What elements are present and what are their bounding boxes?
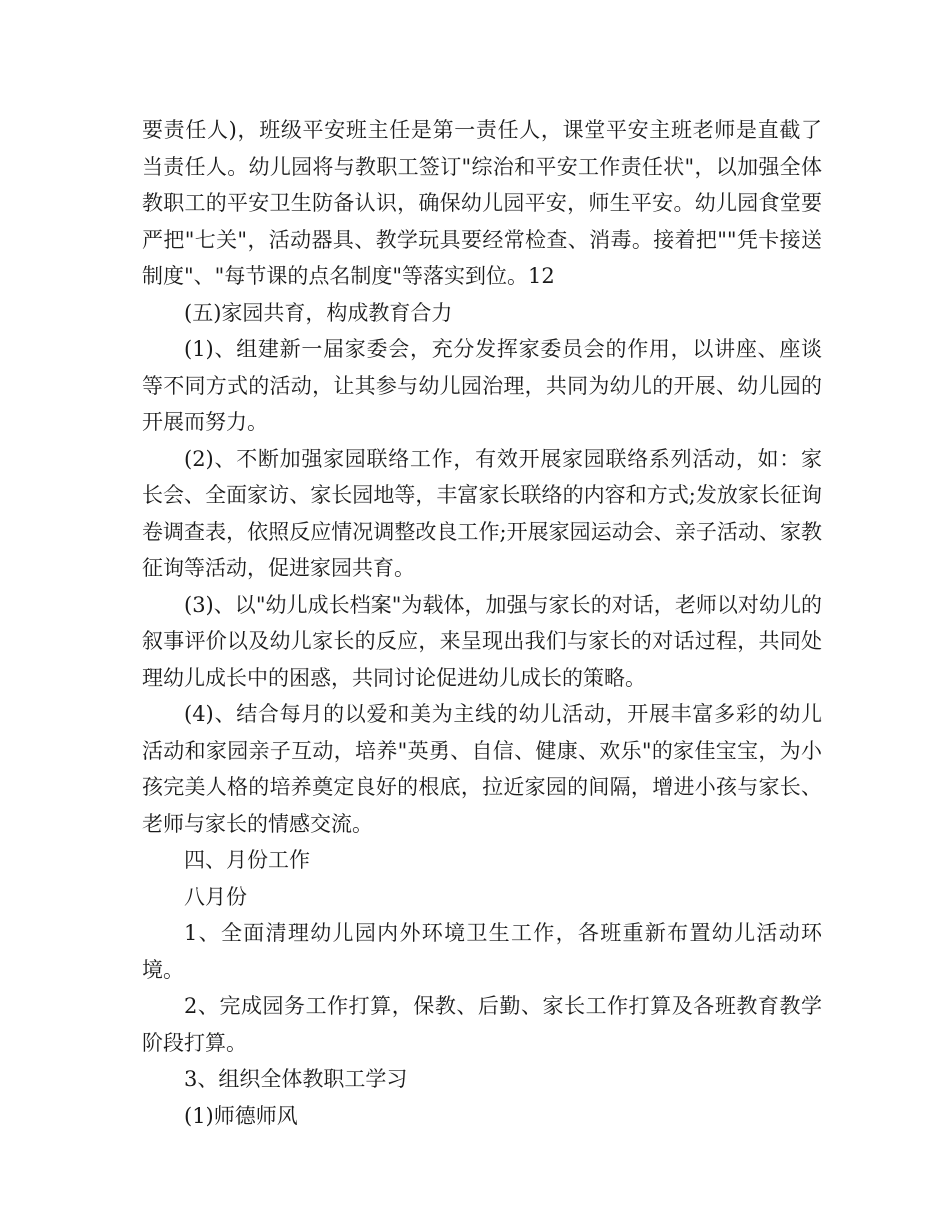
list-item-1: 1、全面清理幼儿园内外环境卫生工作，各班重新布置幼儿活动环境。 <box>142 921 822 982</box>
sub-item-1: (1)师德师风 <box>184 1103 298 1128</box>
paragraph-item-4: (4)、结合每月的以爱和美为主线的幼儿活动，开展丰富多彩的幼儿活动和家园亲子互动，培养"英勇、自信、健康、欢乐"的家佳宝宝，为小孩完美人格的培养奠定良好的根底，拉近家园的间隔，增进小孩与家长、老师与家长的情感交流。 <box>142 702 822 836</box>
paragraph-item-1: (1)、组建新一届家委会，充分发挥家委员会的作用，以讲座、座谈等不同方式的活动，让其参与幼儿园治理，共同为幼儿的开展、幼儿园的开展而努力。 <box>142 337 822 434</box>
list-item-2: 2、完成园务工作打算，保教、后勤、家长工作打算及各班教育教学阶段打算。 <box>142 994 822 1055</box>
paragraph-item-3: (3)、以"幼儿成长档案"为载体，加强与家长的对话，老师以对幼儿的叙事评价以及幼儿家长的反应，来呈现出我们与家长的对话过程，共同处理幼儿成长中的困惑，共同讨论促进幼儿成长的策略。 <box>142 592 822 690</box>
list-item-3: 3、组织全体教职工学习 <box>184 1067 408 1091</box>
paragraph-item-2: (2)、不断加强家园联络工作，有效开展家园联络系列活动，如：家长会、全面家访、家长园地等，丰富家长联络的内容和方式;发放家长征询卷调查表，依照反应情况调整改良工作;开展家园运动会、亲子活动、家教征询等活动，促进家园共育。 <box>142 446 822 580</box>
section-heading-home-school: (五)家园共育，构成教育合力 <box>184 300 453 325</box>
section-heading-monthly-work: 四、月份工作 <box>184 848 310 872</box>
document-body <box>142 112 822 1134</box>
subheading-august: 八月份 <box>184 884 247 909</box>
paragraph-safety-responsibility: 要责任人)，班级平安班主任是第一责任人，课堂平安主班老师是直截了当责任人。幼儿园将与教职工签订"综治和平安工作责任状"，以加强全体教职工的平安卫生防备认识，确保幼儿园平安，师生平安。幼儿园食堂要严把"七关"，活动器具、教学玩具要经常检查、消毒。接着把""凭卡接送制度"、"每节课的点名制度"等落实到位。12 <box>142 118 822 288</box>
